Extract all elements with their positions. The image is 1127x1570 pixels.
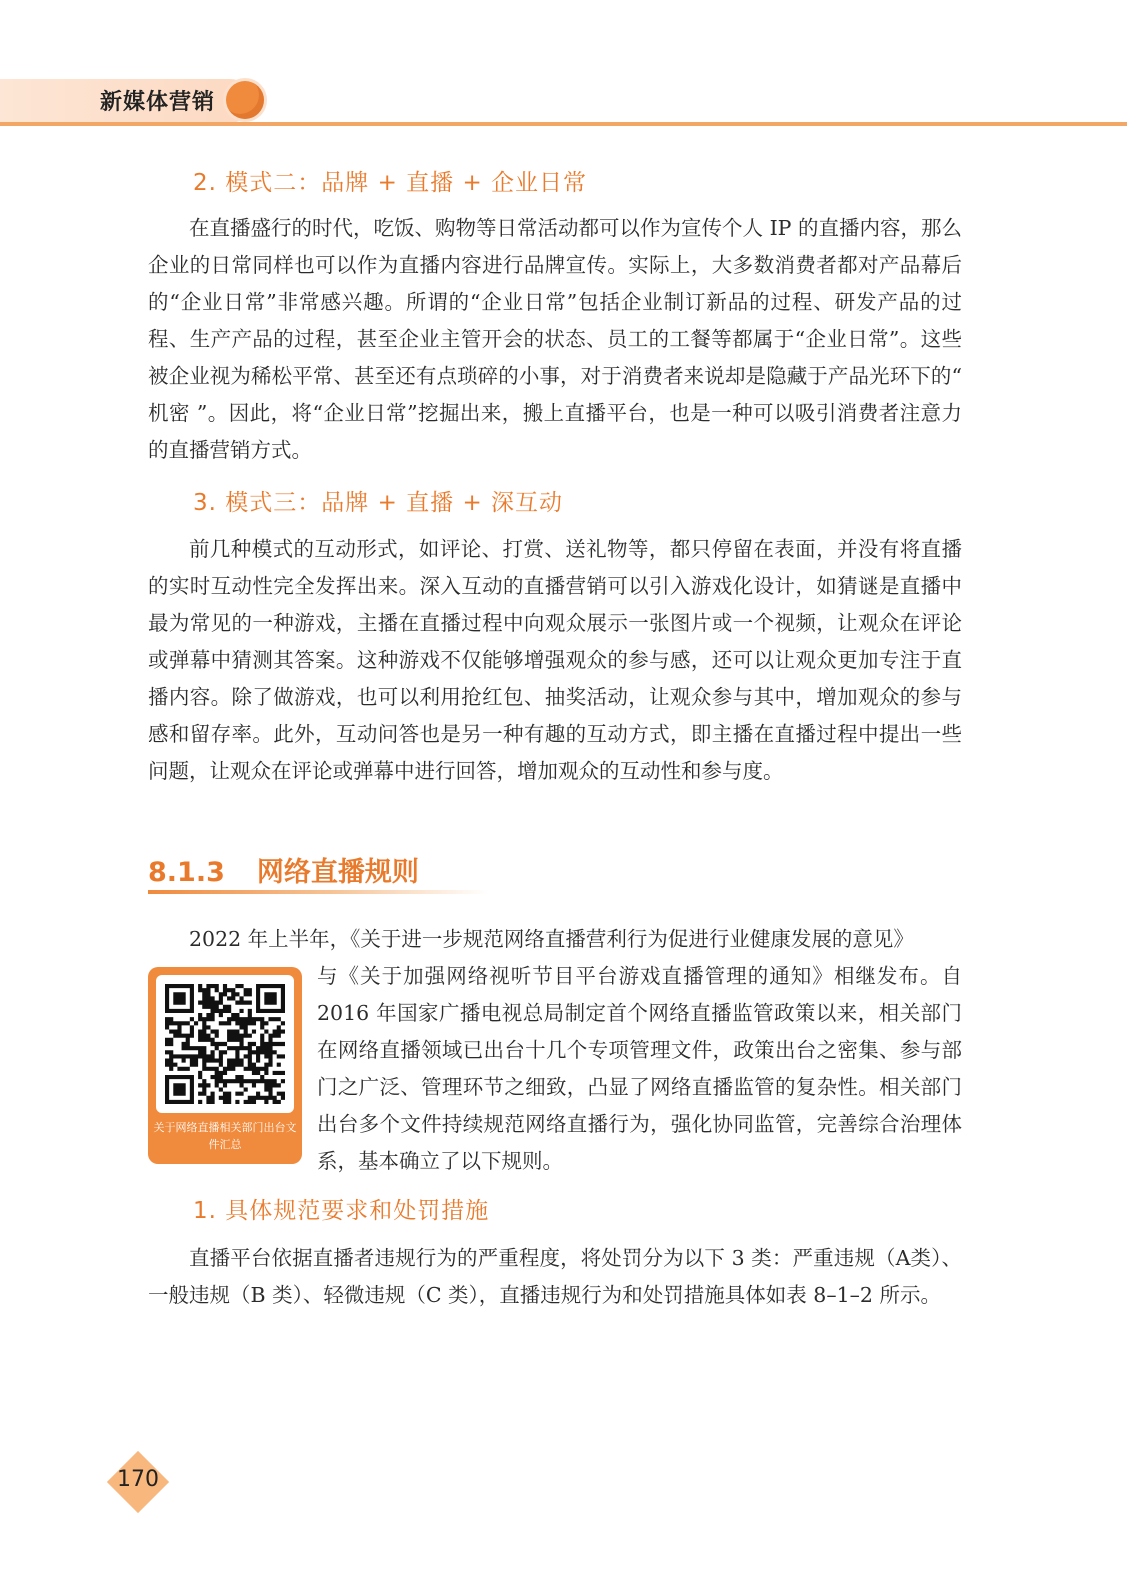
- section-paragraph-first-line: 2022 年上半年，《关于进一步规范网络直播营利行为促进行业健康发展的意见》: [189, 927, 914, 951]
- rule1-heading: 1. 具体规范要求和处罚措施: [193, 1198, 490, 1224]
- page-number-badge: [106, 1450, 170, 1514]
- qr-caption: 关于网络直播相关部门出台文件汇总: [153, 1121, 297, 1151]
- page-number: 170: [117, 1467, 159, 1492]
- mode2-paragraph: 在直播盛行的时代，吃饭、购物等日常活动都可以作为宣传个人 IP 的直播内容，那么企业的日常同样也可以作为直播内容进行品牌宣传。实际上，大多数消费者都对产品幕后的“企业日常”非常感兴趣。所谓的“企业日常”包括企业制订新品的过程、研发产品的过程、生产产品的过程，甚至企业主管开会的状态、员工的工餐等都属于“企业日常”。这些被企业视为稀松平常、甚至还有点琐碎的小事，对于消费者来说却是隐藏于产品光环下的“ 机密 ”。因此，将“企业日常”挖掘出来，搬上直播平台，也是一种可以吸引消费者注意力的直播营销方式。: [148, 216, 962, 462]
- qr-code-icon: [165, 984, 285, 1104]
- rule1-paragraph: 直播平台依据直播者违规行为的严重程度，将处罚分为以下 3 类：严重违规（A类）、一般违规（B 类）、轻微违规（C 类），直播违规行为和处罚措施具体如表 8–1–2 所示。: [148, 1246, 962, 1307]
- section-paragraph-rest: 与《关于加强网络视听节目平台游戏直播管理的通知》相继发布。自 2016 年国家广播电视总局制定首个网络直播监管政策以来，相关部门在网络直播领域已出台十几个专项管理文件，政策出台之密集、参与部门之广泛、管理环节之细致，凸显了网络直播监管的复杂性。相关部门出台多个文件持续规范网络直播行为，强化协同监管，完善综合治理体系，基本确立了以下规则。: [317, 964, 962, 1173]
- mode3-heading: 3. 模式三：品牌 + 直播 + 深互动: [193, 490, 564, 516]
- mode2-heading: 2. 模式二：品牌 + 直播 + 企业日常: [193, 170, 588, 196]
- mode3-paragraph: 前几种模式的互动形式，如评论、打赏、送礼物等，都只停留在表面，并没有将直播的实时互动性完全发挥出来。深入互动的直播营销可以引入游戏化设计，如猜谜是直播中最为常见的一种游戏，主播在直播过程中向观众展示一张图片或一个视频，让观众在评论或弹幕中猜测其答案。这种游戏不仅能够增强观众的参与感，还可以让观众更加专注于直播内容。除了做游戏，也可以利用抢红包、抽奖活动，让观众参与其中，增加观众的参与感和留存率。此外，互动问答也是另一种有趣的互动方式，即主播在直播过程中提出一些问题，让观众在评论或弹幕中进行回答，增加观众的互动性和参与度。: [148, 537, 962, 783]
- section-number: 8.1.3: [148, 857, 225, 888]
- book-title: 新媒体营销: [100, 90, 216, 115]
- section-heading: [148, 850, 419, 889]
- qr-code[interactable]: [156, 975, 294, 1113]
- header-rule: [0, 122, 1127, 126]
- section-title: 网络直播规则: [256, 857, 419, 888]
- header-circle-decoration: [226, 81, 264, 119]
- section-underline: [148, 890, 488, 894]
- qr-code-card[interactable]: [148, 967, 302, 1164]
